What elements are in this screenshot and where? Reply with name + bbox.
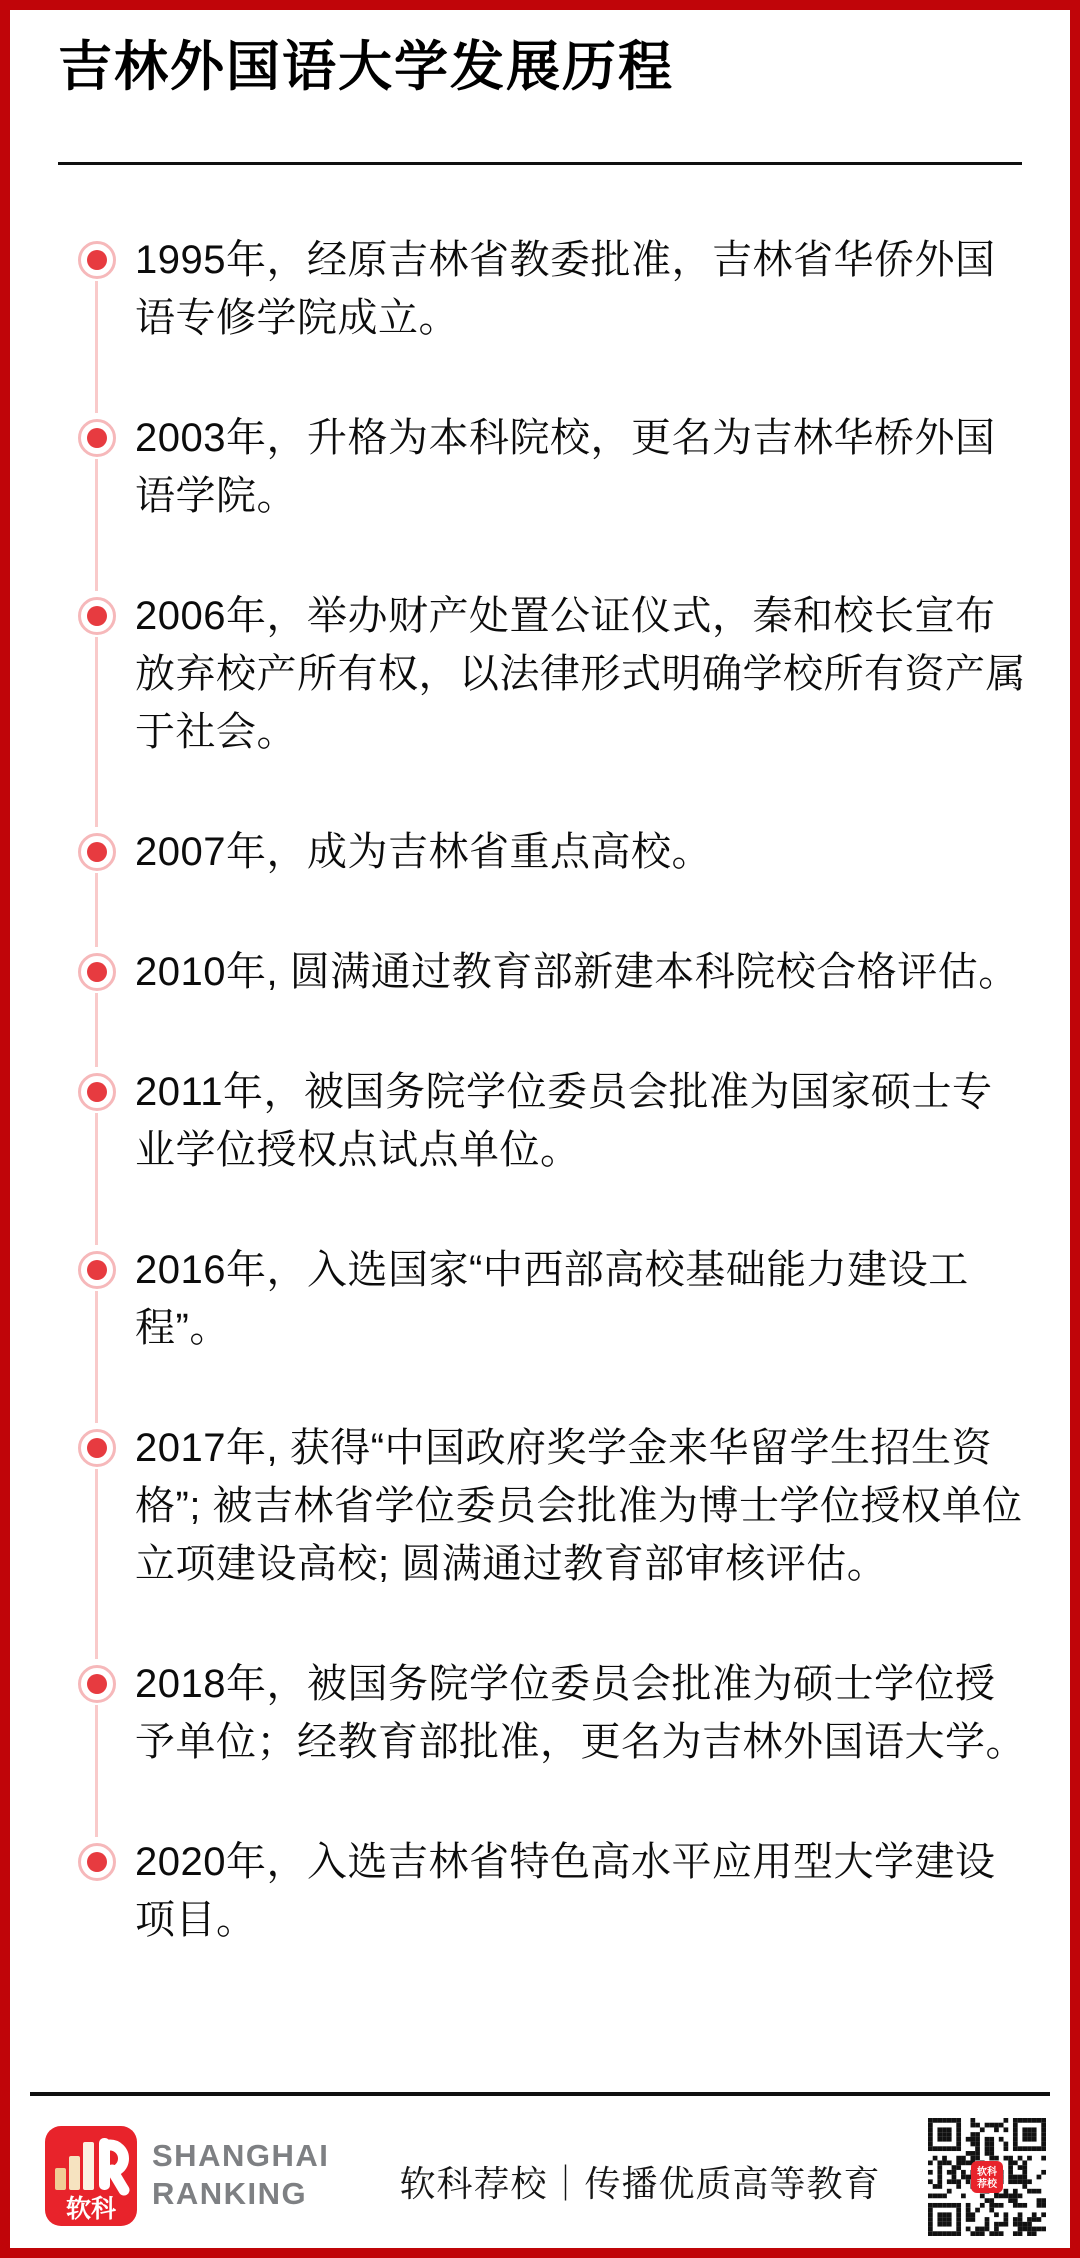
brand-wordmark — [152, 2137, 329, 2213]
timeline-dot-icon — [78, 1665, 116, 1703]
shanghairanking-logo-icon — [45, 2126, 137, 2226]
timeline-dot-icon — [78, 1073, 116, 1111]
svg-text:荐校: 荐校 — [977, 2179, 997, 2190]
timeline-connector — [95, 459, 98, 591]
timeline-item-text: 2011年，被国务院学位委员会批准为国家硕士专业学位授权点试点单位。 — [135, 1070, 993, 1172]
timeline-dot-icon — [78, 1843, 116, 1881]
title-divider — [58, 162, 1022, 165]
timeline-item-text: 2016年，入选国家“中西部高校基础能力建设工程”。 — [135, 1248, 969, 1350]
timeline-connector — [95, 873, 98, 947]
timeline-item-2003 — [0, 409, 1080, 525]
footer-tagline: 软科荐校｜传播优质高等教育 — [399, 2163, 881, 2204]
timeline-connector — [95, 1291, 98, 1423]
timeline-item-text: 2007年，成为吉林省重点高校。 — [135, 830, 712, 874]
timeline-item-text: 2020年，入选吉林省特色高水平应用型大学建设项目。 — [135, 1840, 996, 1942]
timeline-connector — [95, 1469, 98, 1659]
footer-divider — [30, 2092, 1050, 2096]
timeline-item-text: 1995年，经原吉林省教委批准，吉林省华侨外国语专修学院成立。 — [135, 238, 996, 340]
qr-code-graphic — [928, 2118, 1046, 2236]
timeline-dot-icon — [78, 953, 116, 991]
timeline-dot-icon — [78, 597, 116, 635]
svg-text:软科: 软科 — [65, 2195, 117, 2223]
timeline-item-2011 — [0, 1063, 1080, 1179]
qr-code — [928, 2118, 1046, 2236]
timeline-item-2007 — [0, 823, 1080, 881]
timeline-item-2018 — [0, 1655, 1080, 1771]
timeline-connector — [95, 1705, 98, 1837]
timeline-connector — [95, 1113, 98, 1245]
timeline-item-2010 — [0, 943, 1080, 1001]
timeline-item-text: 2006年，举办财产处置公证仪式，秦和校长宣布放弃校产所有权，以法律形式明确学校所有资产属于社会。 — [135, 594, 1026, 754]
timeline-item-text: 2017年, 获得“中国政府奖学金来华留学生招生资格”; 被吉林省学位委员会批准为博士学位授权单位立项建设高校; 圆满通过教育部审核评估。 — [135, 1426, 1023, 1586]
page-title: 吉林外国语大学发展历程 — [58, 37, 674, 97]
timeline-item-2006 — [0, 587, 1080, 761]
timeline-dot-icon — [78, 1251, 116, 1289]
timeline-dot-icon — [78, 241, 116, 279]
brand-line-ranking: RANKING — [152, 2176, 308, 2211]
timeline-connector — [95, 637, 98, 827]
timeline-item-2016 — [0, 1241, 1080, 1357]
timeline-dot-icon — [78, 419, 116, 457]
timeline — [0, 231, 1080, 2011]
timeline-connector — [95, 281, 98, 413]
timeline-item-text: 2018年，被国务院学位委员会批准为硕士学位授予单位；经教育部批准，更名为吉林外国语大学。 — [135, 1662, 1026, 1764]
brand-line-shanghai: SHANGHAI — [152, 2138, 330, 2173]
timeline-item-2017 — [0, 1419, 1080, 1593]
timeline-dot-icon — [78, 1429, 116, 1467]
timeline-item-2020 — [0, 1833, 1080, 1949]
timeline-connector — [95, 993, 98, 1067]
timeline-item-1995 — [0, 231, 1080, 347]
timeline-item-text: 2003年，升格为本科院校，更名为吉林华桥外国语学院。 — [135, 416, 996, 518]
timeline-item-text: 2010年, 圆满通过教育部新建本科院校合格评估。 — [135, 950, 1019, 994]
svg-text:软科: 软科 — [977, 2167, 997, 2178]
timeline-dot-icon — [78, 833, 116, 871]
logo-graphic — [45, 2126, 137, 2226]
